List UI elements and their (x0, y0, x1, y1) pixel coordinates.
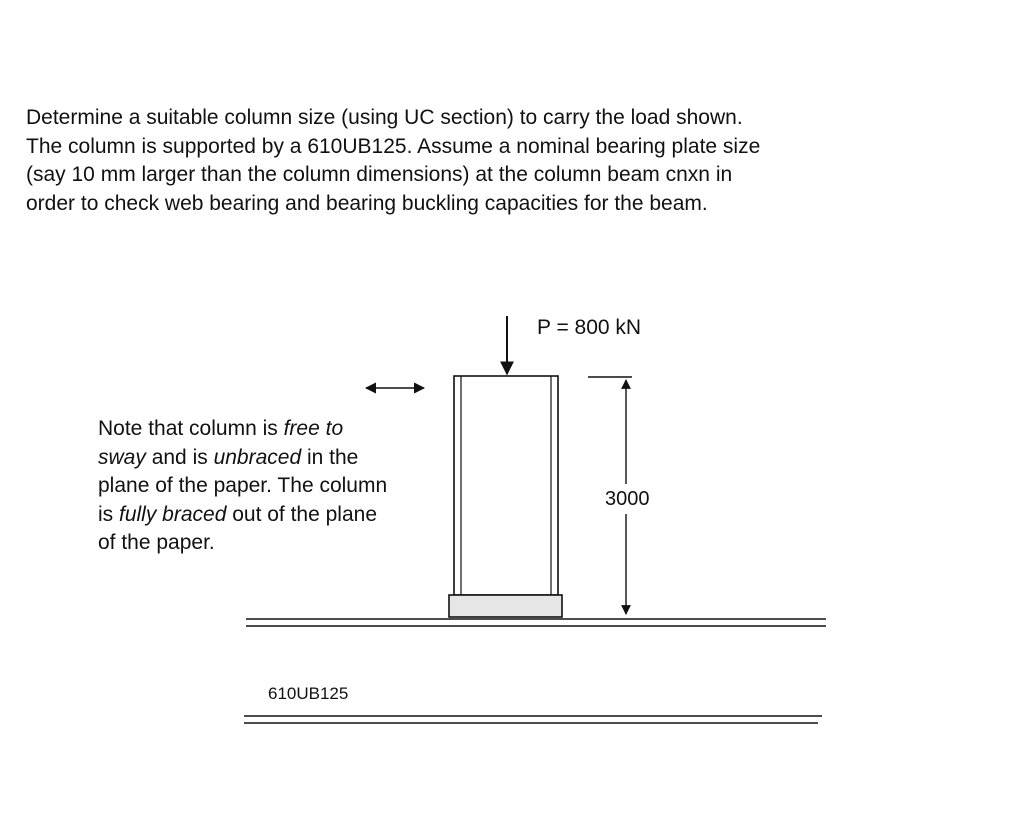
note-line: Note that column is free to (98, 417, 344, 440)
sway-note (98, 415, 458, 558)
note-line: is fully braced out of the plane (98, 502, 378, 526)
problem-line: The column is supported by a 610UB125. Assume a nominal bearing plate size (26, 134, 761, 158)
bearing-plate (449, 595, 562, 617)
problem-line: (say 10 mm larger than the column dimensions) at the column beam cnxn in (26, 163, 733, 186)
column-outline (454, 376, 558, 595)
problem-line: order to check web bearing and bearing buckling capacities for the beam. (26, 191, 708, 215)
note-line: sway and is unbraced in the (98, 445, 359, 469)
height-dimension-label: 3000 (605, 488, 650, 510)
beam-label: 610UB125 (268, 684, 349, 703)
note-line: plane of the paper. The column (98, 474, 388, 497)
problem-line: Determine a suitable column size (using UC section) to carry the load shown. (26, 106, 743, 129)
load-label: P = 800 kN (537, 316, 642, 339)
note-line: of the paper. (98, 531, 215, 554)
